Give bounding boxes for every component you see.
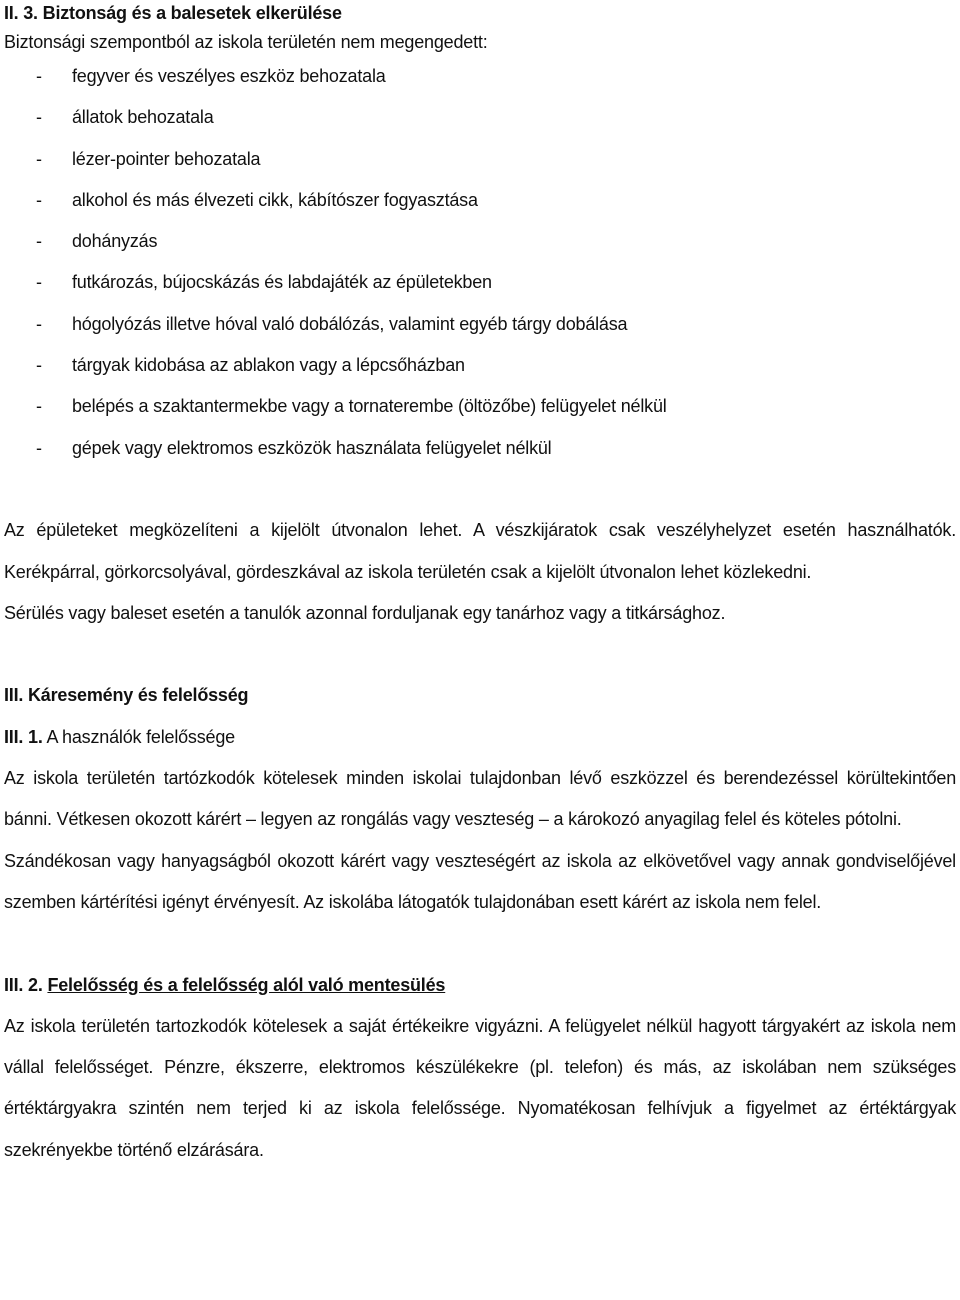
- list-item: [4, 221, 956, 262]
- list-item-text: lézer-pointer behozatala: [72, 148, 261, 169]
- section-intro: Biztonsági szempontból az iskola területén nem megengedett:: [4, 32, 488, 52]
- list-dash: -: [36, 107, 42, 128]
- section-number: II. 3.: [4, 3, 38, 23]
- spacer: [4, 923, 956, 964]
- list-dash: -: [36, 66, 42, 86]
- list-dash: -: [36, 313, 42, 334]
- list-item: [4, 345, 956, 386]
- list-item: [4, 56, 956, 97]
- section-heading-3-2: [4, 965, 956, 1006]
- section-heading-2-3: [4, 0, 956, 26]
- paragraph-user-responsibility: Az iskola területén tartózkodók kötelesek minden iskolai tulajdonban lévő eszközzel és berendezéssel körültekintően bánni. Vétkesen okozott kárért – legyen az rongálás vagy veszteség – a károkozó anyagilag felel és köteles pótolni.: [4, 768, 956, 830]
- list-dash: -: [36, 148, 42, 169]
- list-item: [4, 262, 956, 303]
- list-dash: -: [36, 272, 42, 293]
- list-item-text: dohányzás: [72, 231, 158, 252]
- list-item-text: állatok behozatala: [72, 107, 214, 128]
- list-item-text: hógolyózás illetve hóval való dobálózás, valamint egyéb tárgy dobálása: [72, 313, 628, 334]
- prohibited-list: [4, 56, 956, 469]
- list-item-text: futkározás, bújocskázás és labdajáték az épületekben: [72, 272, 492, 293]
- paragraph-buildings-access: Az épületeket megközelíteni a kijelölt útvonalon lehet. A vészkijáratok csak veszélyhelyzet esetén használhatók. Kerékpárral, görkorcsolyával, gördeszkával az iskola területén csak a kijelölt útvonalon lehet közlekedni.: [4, 520, 956, 582]
- paragraph-injury: Sérülés vagy baleset esetén a tanulók azonnal forduljanak egy tanárhoz vagy a titkársághoz.: [4, 602, 726, 623]
- list-item-text: gépek vagy elektromos eszközök használata felügyelet nélkül: [72, 437, 552, 458]
- paragraph-damage-claims: Szándékosan vagy hanyagságból okozott kárért vagy veszteségért az iskola az elkövetővel vagy annak gondviselőjével szemben kártérítési igényt érvényesít. Az iskolába látogatók tulajdonában esett kárért az iskola nem felel.: [4, 850, 956, 912]
- section-number: III. 1.: [4, 726, 43, 747]
- list-item: [4, 139, 956, 180]
- list-dash: -: [36, 437, 42, 458]
- spacer: [4, 634, 956, 675]
- spacer: [4, 469, 956, 510]
- section-heading-3-1: [4, 717, 956, 758]
- list-item-text: tárgyak kidobása az ablakon vagy a lépcsőházban: [72, 355, 465, 376]
- list-item-text: fegyver és veszélyes eszköz behozatala: [72, 66, 386, 86]
- paragraph-valuables: Az iskola területén tartozkodók kötelesek a saját értékeikre vigyázni. A felügyelet nélkül hagyott tárgyakért az iskola nem vállal felelősséget. Pénzre, ékszerre, elektromos készülékekre (pl. telefon) és más, az iskolában nem szükséges értéktárgyakra szintén nem terjed ki az iskola felelőssége. Nyomatékosan felhívjuk a figyelmet az értéktárgyak szekrényekbe történő elzárására.: [4, 1015, 956, 1160]
- list-item: [4, 97, 956, 138]
- list-dash: -: [36, 189, 42, 210]
- section-number: III. 2.: [4, 974, 43, 995]
- section-title: Biztonság és a balesetek elkerülése: [42, 3, 342, 23]
- list-item: [4, 304, 956, 345]
- list-dash: -: [36, 355, 42, 376]
- section-title: A használók felelőssége: [46, 726, 235, 747]
- list-item-text: belépés a szaktantermekbe vagy a tornaterembe (öltözőbe) felügyelet nélkül: [72, 396, 667, 417]
- list-item-text: alkohol és más élvezeti cikk, kábítószer fogyasztása: [72, 189, 478, 210]
- list-dash: -: [36, 231, 42, 252]
- list-item: [4, 180, 956, 221]
- list-dash: -: [36, 396, 42, 417]
- list-item: [4, 386, 956, 427]
- chapter-title-3: III. Káresemény és felelősség: [4, 685, 249, 706]
- list-item: [4, 428, 956, 469]
- section-title: Felelősség és a felelősség alól való mentesülés: [47, 974, 446, 995]
